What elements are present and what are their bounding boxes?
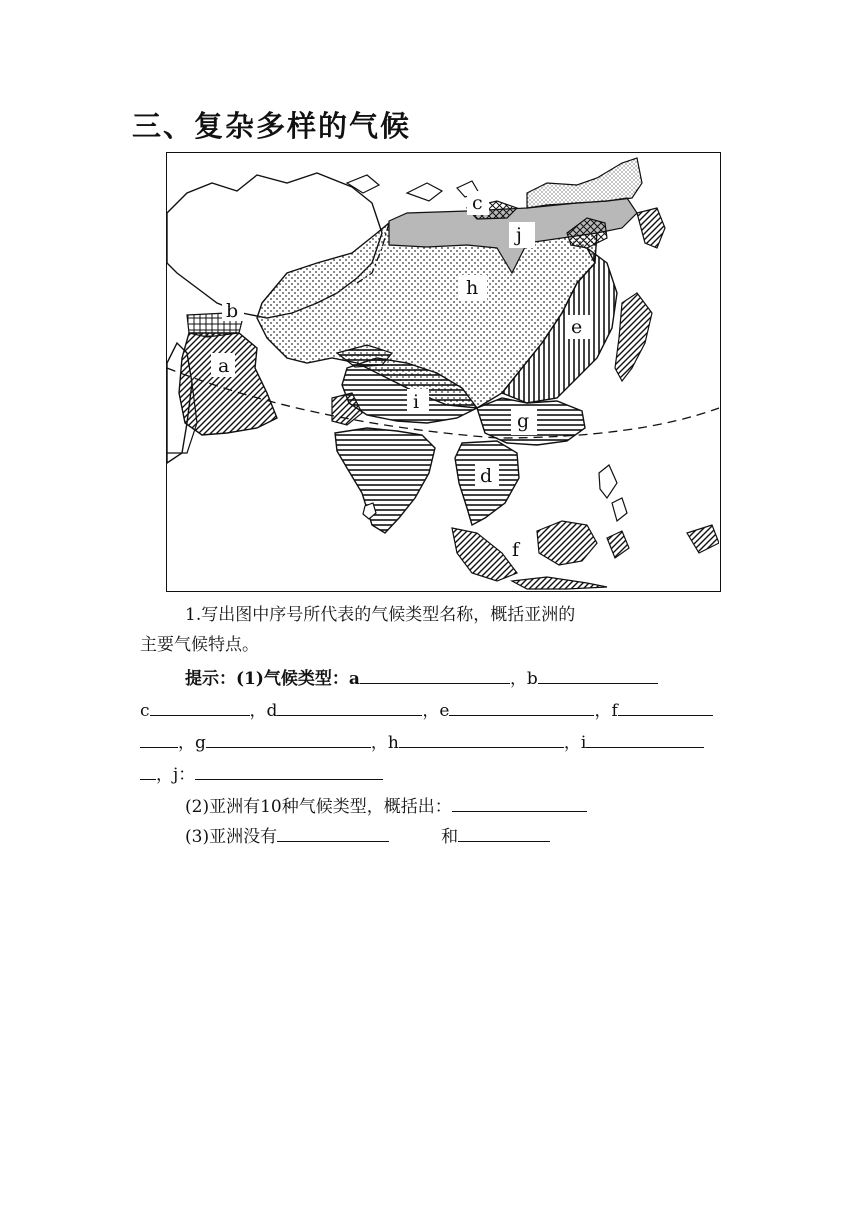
answer-d-blank[interactable] (277, 697, 422, 716)
sep-j: ，j： (156, 765, 196, 785)
svg-text:a: a (218, 355, 230, 377)
svg-text:d: d (480, 465, 493, 487)
answer-f-blank-cont[interactable] (140, 729, 178, 748)
map-label-c (467, 191, 489, 215)
answer-i-blank[interactable] (586, 729, 704, 748)
hint-line2 (140, 696, 713, 721)
map-svg (167, 153, 719, 590)
sep-g: ，g (178, 733, 206, 753)
philippines (599, 465, 617, 498)
region-a (179, 333, 277, 435)
answer-e-blank[interactable] (449, 697, 594, 716)
sep-h: ，h (370, 733, 399, 753)
svg-text:e: e (571, 316, 583, 338)
q3-text: (3)亚洲没有 (185, 827, 278, 847)
answer-g-blank[interactable] (206, 729, 371, 748)
region-f-java (512, 577, 607, 589)
hint-prefix: 提示：(1)气候类型：a (185, 669, 360, 689)
answer-j-blank[interactable] (195, 761, 383, 780)
svg-text:i: i (413, 391, 420, 413)
svg-text:f: f (512, 539, 520, 561)
q3-and: 和 (441, 827, 459, 847)
asia-climate-map (166, 152, 721, 592)
q2-text: (2)亚洲有10种气候类型，概括出： (185, 797, 452, 817)
sep-b: ，b (509, 669, 538, 689)
q3-line (185, 822, 550, 847)
map-label-d (475, 463, 499, 487)
answer-a-blank[interactable] (360, 665, 510, 684)
svg-text:g: g (517, 410, 530, 432)
sep-e: ，e (422, 701, 450, 721)
svg-text:h: h (466, 277, 479, 299)
answer-q3-blank2[interactable] (458, 823, 550, 842)
svg-text:b: b (226, 300, 239, 322)
map-label-e (565, 315, 591, 339)
map-label-h (459, 275, 487, 301)
answer-h-blank[interactable] (399, 729, 564, 748)
q1-line1: 1.写出图中序号所代表的气候类型名称，概括亚洲的 (185, 605, 576, 625)
hint-line3 (140, 728, 704, 753)
svg-text:c: c (472, 192, 483, 214)
answer-c-blank[interactable] (150, 697, 250, 716)
map-label-g (511, 409, 537, 435)
q2-line (185, 792, 587, 817)
hint-line4 (140, 760, 383, 785)
answer-b-blank[interactable] (538, 665, 658, 684)
sep-f: ，f (594, 701, 618, 721)
region-f-borneo (537, 521, 597, 565)
sep-i: ，i (563, 733, 587, 753)
hint-line1 (185, 664, 658, 689)
c-label: c (140, 701, 150, 721)
section-title: 三、复杂多样的气候 (132, 109, 412, 143)
answer-f-blank[interactable] (618, 697, 713, 716)
island-japan (615, 293, 652, 381)
q1-line2: 主要气候特点。 (140, 635, 259, 655)
answer-q2-blank[interactable] (452, 793, 587, 812)
map-label-j (509, 222, 535, 248)
map-label-f (509, 539, 529, 561)
island-kamchatka (637, 208, 665, 248)
map-label-i (407, 389, 429, 413)
map-label-a (211, 353, 235, 377)
region-d-india (335, 428, 435, 533)
sep-d: ，d (249, 701, 278, 721)
region-f-sumatra (452, 528, 517, 581)
answer-i-blank-cont[interactable] (140, 761, 156, 780)
svg-text:j: j (516, 224, 522, 246)
map-label-b (222, 299, 244, 322)
answer-q3-blank1[interactable] (277, 823, 389, 842)
